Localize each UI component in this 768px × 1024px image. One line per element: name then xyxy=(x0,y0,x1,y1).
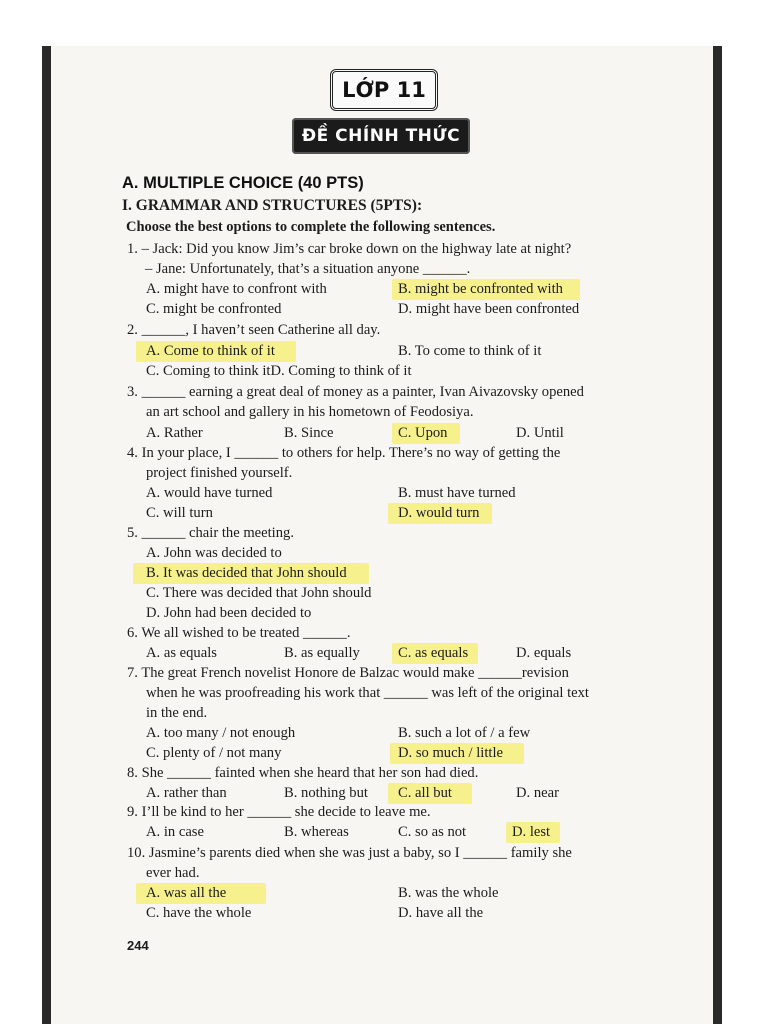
question-8-option-d: D. near xyxy=(516,785,559,801)
question-4-option-b: B. must have turned xyxy=(398,485,516,501)
instruction: Choose the best options to complete the following sentences. xyxy=(126,219,496,235)
question-10-option-a: A. was all the xyxy=(146,885,227,901)
question-5-option-d: D. John had been decided to xyxy=(146,605,312,621)
question-7-stem-3: in the end. xyxy=(146,705,208,721)
question-6-option-c: C. as equals xyxy=(398,645,469,661)
question-3-stem-2: an art school and gallery in his hometown of Feodosiya. xyxy=(146,404,474,420)
question-4-option-c: C. will turn xyxy=(146,505,213,521)
question-2-option-cd: C. Coming to think itD. Coming to think of it xyxy=(146,363,412,379)
section-subtitle: I. GRAMMAR AND STRUCTURES (5PTS): xyxy=(122,197,423,214)
question-7-option-c: C. plenty of / not many xyxy=(146,745,282,761)
question-2-option-a: A. Come to think of it xyxy=(146,343,275,359)
question-2-stem: 2. ______, I haven’t seen Catherine all day. xyxy=(127,322,381,338)
question-8-option-c: C. all but xyxy=(398,785,452,801)
question-9-option-c: C. so as not xyxy=(398,824,467,840)
question-9-option-a: A. in case xyxy=(146,824,204,840)
question-8-option-b: B. nothing but xyxy=(284,785,368,801)
section-title: A. MULTIPLE CHOICE (40 PTS) xyxy=(122,174,364,192)
question-4-stem: 4. In your place, I ______ to others for help. There’s no way of getting the xyxy=(127,445,561,461)
question-5-option-a: A. John was decided to xyxy=(146,545,282,561)
question-7-option-a: A. too many / not enough xyxy=(146,725,296,741)
scan-border-right xyxy=(713,46,722,1024)
question-4-stem-2: project finished yourself. xyxy=(146,465,293,481)
question-6-option-b: B. as equally xyxy=(284,645,360,661)
question-9-option-b: B. whereas xyxy=(284,824,349,840)
page-number: 244 xyxy=(127,938,149,953)
question-5-option-c: C. There was decided that John should xyxy=(146,585,372,601)
question-7-option-b: B. such a lot of / a few xyxy=(398,725,531,741)
question-1-option-c: C. might be confronted xyxy=(146,301,282,317)
question-1-stem: 1. – Jack: Did you know Jim’s car broke down on the highway late at night? xyxy=(127,241,572,257)
question-1-stem-2: – Jane: Unfortunately, that’s a situation anyone ______. xyxy=(145,261,471,277)
question-5-option-b: B. It was decided that John should xyxy=(146,565,347,581)
question-10-option-c: C. have the whole xyxy=(146,905,252,921)
question-7-stem: 7. The great French novelist Honore de Balzac would make ______revision xyxy=(127,665,569,681)
question-3-option-c: C. Upon xyxy=(398,425,448,441)
question-1-option-d: D. might have been confronted xyxy=(398,301,580,317)
question-10-stem: 10. Jasmine’s parents died when she was just a baby, so I ______ family she xyxy=(127,845,572,861)
official-exam-badge: ĐỀ CHÍNH THỨC xyxy=(292,118,470,154)
question-7-stem-2: when he was proofreading his work that ______ was left of the original text xyxy=(146,685,589,701)
question-3-option-a: A. Rather xyxy=(146,425,203,441)
question-4-option-d: D. would turn xyxy=(398,505,480,521)
question-3-option-b: B. Since xyxy=(284,425,334,441)
question-8-option-a: A. rather than xyxy=(146,785,227,801)
question-3-option-d: D. Until xyxy=(516,425,564,441)
question-10-option-d: D. have all the xyxy=(398,905,484,921)
question-10-option-b: B. was the whole xyxy=(398,885,499,901)
question-9-stem: 9. I’ll be kind to her ______ she decide to leave me. xyxy=(127,804,431,820)
question-9-option-d: D. lest xyxy=(512,824,551,840)
question-8-stem: 8. She ______ fainted when she heard that her son had died. xyxy=(127,765,479,781)
question-2-option-b: B. To come to think of it xyxy=(398,343,542,359)
question-1-option-a: A. might have to confront with xyxy=(146,281,327,297)
scan-border-left xyxy=(42,46,51,1024)
question-4-option-a: A. would have turned xyxy=(146,485,273,501)
question-6-option-d: D. equals xyxy=(516,645,572,661)
question-6-stem: 6. We all wished to be treated ______. xyxy=(127,625,351,641)
question-7-option-d: D. so much / little xyxy=(398,745,503,761)
question-5-stem: 5. ______ chair the meeting. xyxy=(127,525,294,541)
grade-title: LỚP 11 xyxy=(330,69,438,111)
question-1-option-b: B. might be confronted with xyxy=(398,281,563,297)
question-6-option-a: A. as equals xyxy=(146,645,217,661)
question-10-stem-2: ever had. xyxy=(146,865,200,881)
question-3-stem: 3. ______ earning a great deal of money as a painter, Ivan Aivazovsky opened xyxy=(127,384,584,400)
